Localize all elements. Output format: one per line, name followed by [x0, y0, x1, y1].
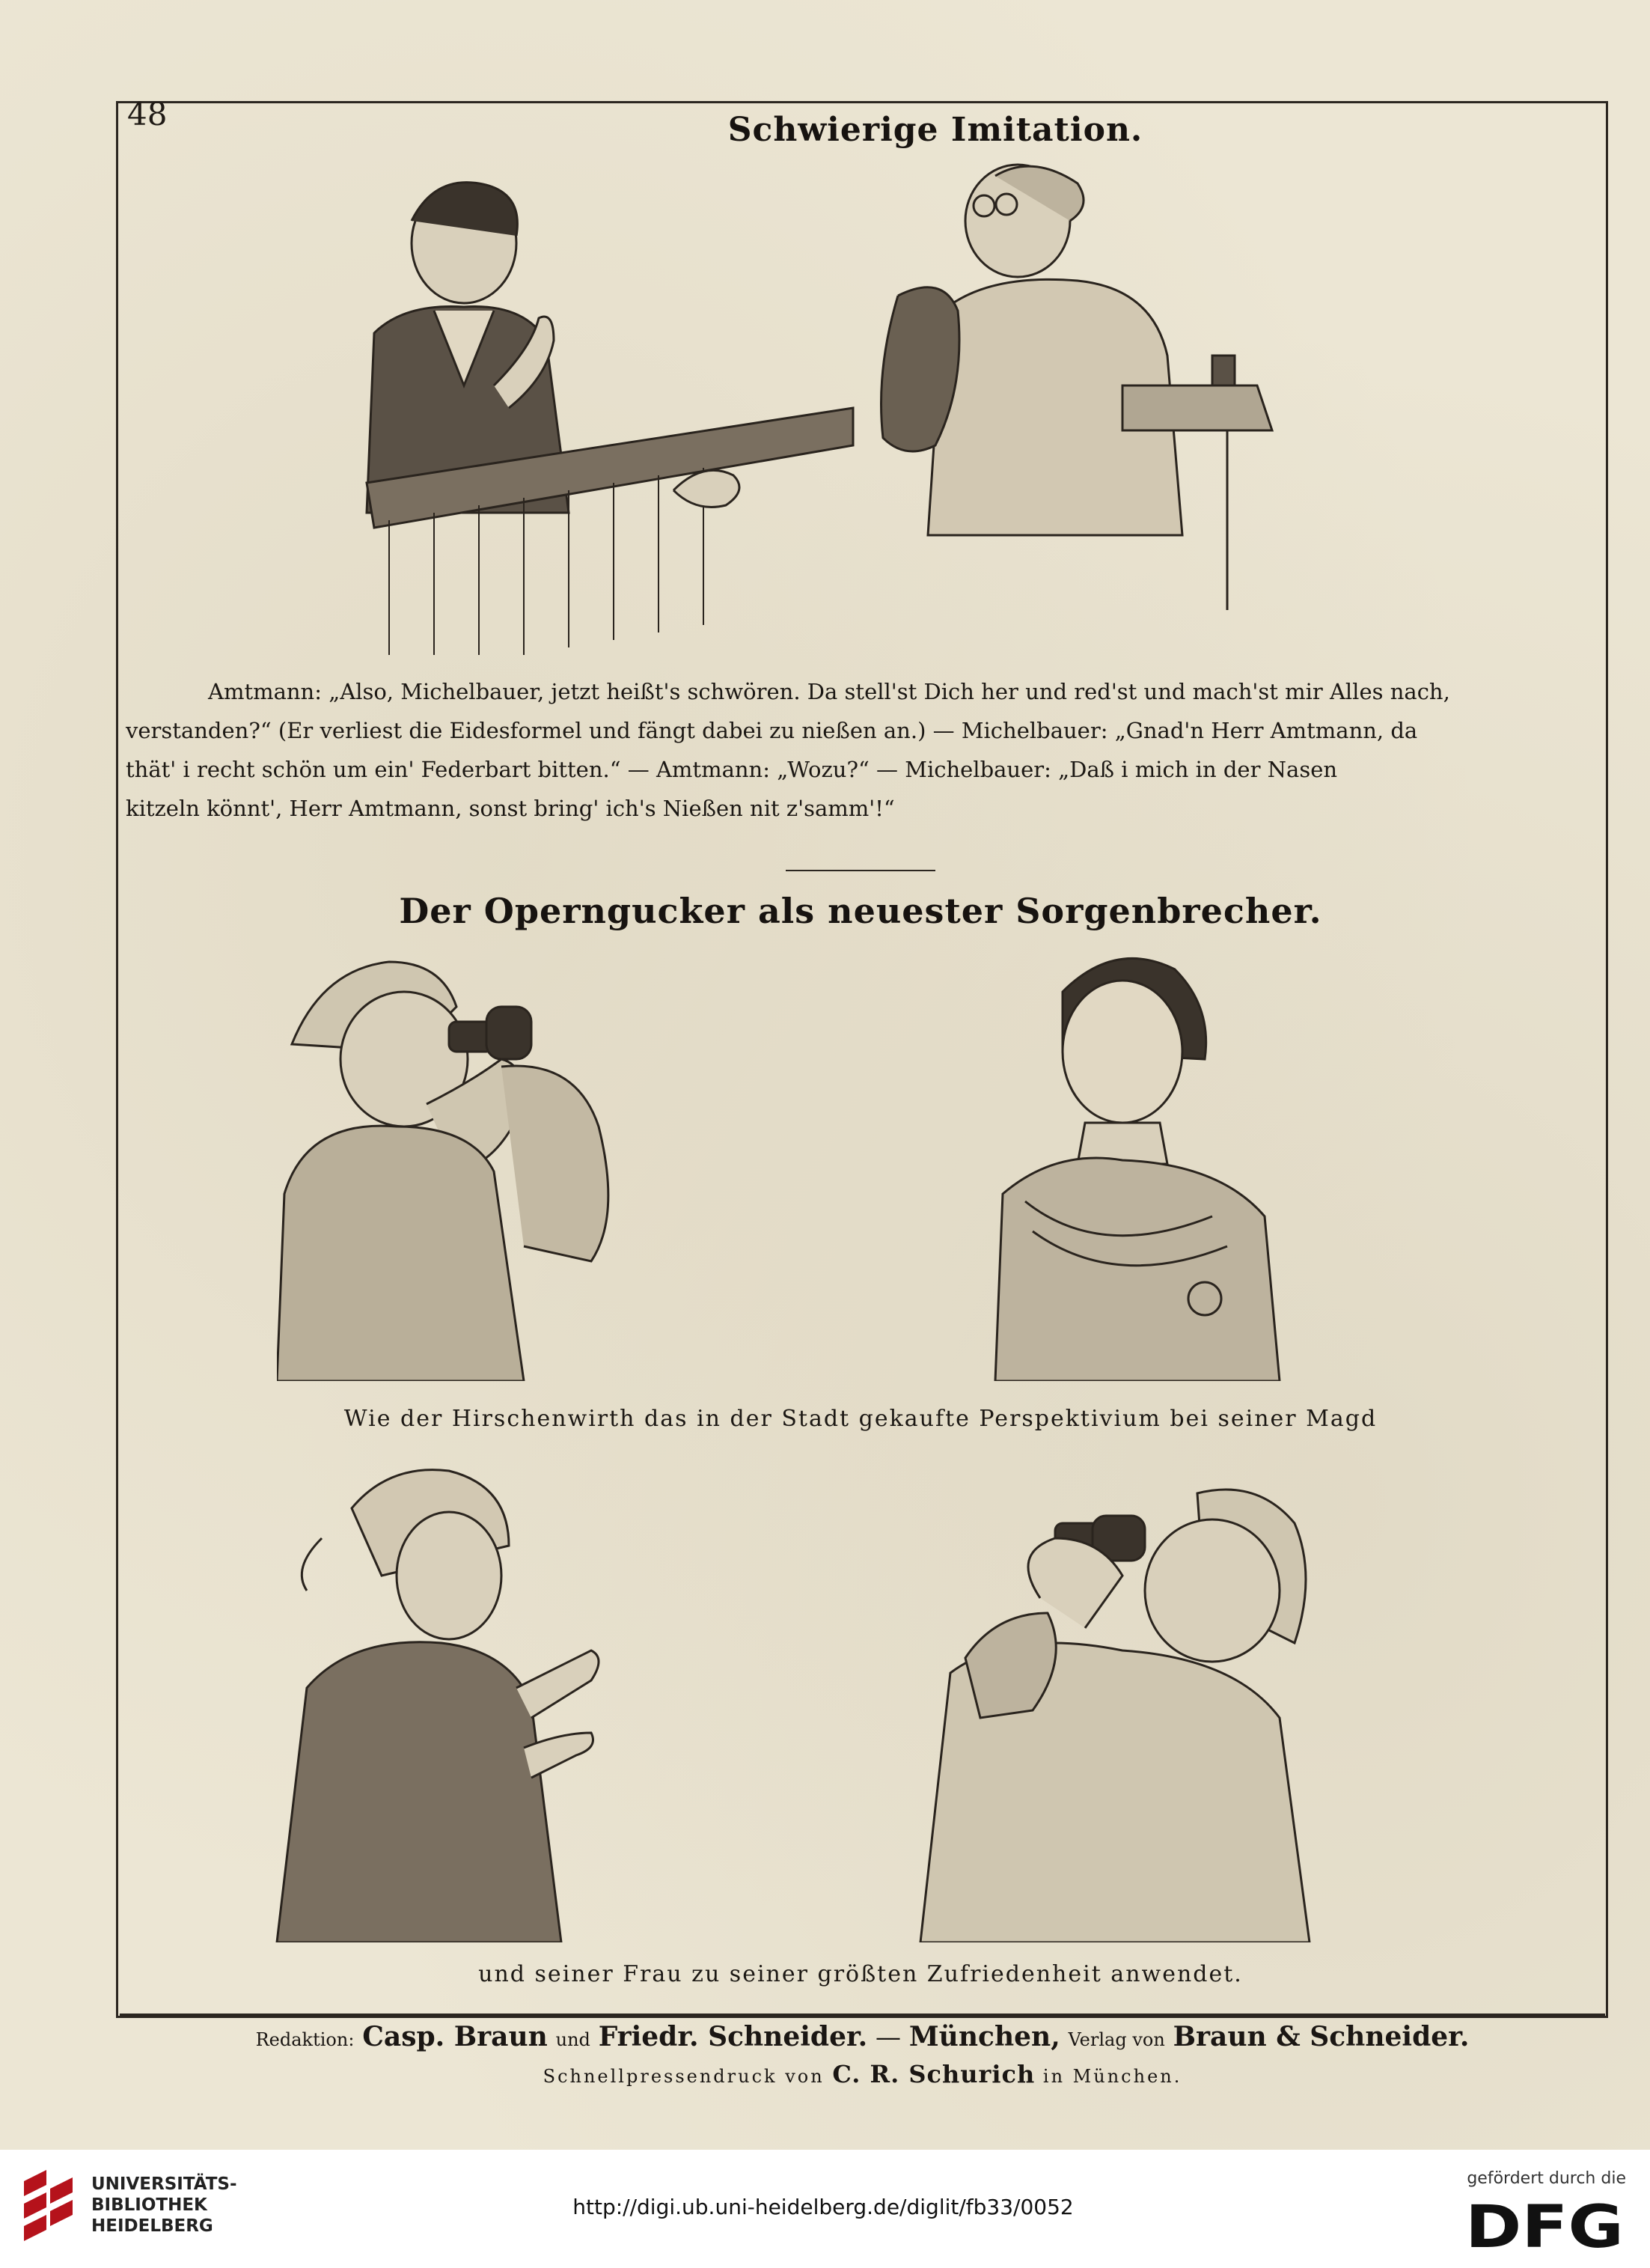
permalink-url[interactable]: http://digi.ub.uni-heidelberg.de/diglit/fb33/0052 — [572, 2195, 1074, 2219]
editor-1: Casp. Braun — [362, 2021, 548, 2052]
verlag-label: Verlag von — [1068, 2029, 1165, 2050]
page-number: 48 — [127, 96, 168, 132]
university-library-name — [91, 2174, 237, 2237]
dfg-logo — [1465, 2199, 1626, 2253]
press-label: Schnellpressendruck von — [543, 2066, 825, 2087]
title-schwierige-imitation: Schwierige Imitation. — [727, 111, 1143, 149]
caption-innkeeper-wife: und seiner Frau zu seiner größten Zufriedenheit anwendet. — [478, 1961, 1243, 1987]
editor-2: Friedr. Schneider. — [598, 2021, 868, 2052]
funded-by-label: gefördert durch die — [1467, 2169, 1626, 2188]
footer-bar — [0, 2150, 1650, 2268]
library-line-2: BIBLIOTHEK — [91, 2195, 207, 2215]
illustration-innkeeper-and-wife — [262, 1463, 1392, 1942]
illustration-innkeeper-and-maid — [277, 947, 1384, 1381]
library-line-1: UNIVERSITÄTS- — [91, 2174, 237, 2194]
caption-oath-dialogue — [126, 672, 1562, 828]
illustration-oath-scene — [284, 161, 1332, 659]
dfg-logo-text: DFG — [1465, 2199, 1624, 2253]
publisher: Braun & Schneider. — [1173, 2021, 1470, 2052]
caption1-line3: thät' i recht schön um ein' Federbart bitten.“ — Amtmann: „Wozu?“ — Michelbauer: „Daß i mich in der Nasen — [126, 757, 1338, 782]
imprint-city: München, — [908, 2021, 1060, 2052]
caption1-line2: verstanden?“ (Er verliest die Eidesformel und fängt dabei zu nießen an.) — Michelbauer: „Gnad'n Herr Amtmann, da — [126, 718, 1418, 743]
redaktion-label: Redaktion: — [255, 2029, 355, 2050]
imprint-editors — [120, 2021, 1605, 2052]
bottom-rule — [120, 2014, 1605, 2016]
printer: C. R. Schurich — [832, 2060, 1036, 2088]
imprint-dash: — — [876, 2022, 902, 2052]
caption-innkeeper-maid: Wie der Hirschenwirth das in der Stadt gekaufte Perspektivium bei seiner Magd — [343, 1406, 1378, 1432]
separator-rule — [786, 870, 935, 871]
library-line-3: HEIDELBERG — [91, 2216, 213, 2236]
printer-city: in München. — [1042, 2066, 1182, 2087]
imprint-printer — [120, 2060, 1605, 2088]
university-library-logo-icon — [16, 2166, 84, 2249]
caption1-line4: kitzeln könnt', Herr Amtmann, sonst bring' ich's Nießen nit z'samm'!“ — [126, 796, 895, 821]
caption1-line1: Amtmann: „Also, Michelbauer, jetzt heißt's schwören. Da stell'st Dich her und red'st und mach'st mir Alles nach, — [208, 679, 1450, 704]
title-operngucker: Der Operngucker als neuester Sorgenbrecher. — [399, 891, 1322, 931]
und-1: und — [555, 2029, 590, 2050]
